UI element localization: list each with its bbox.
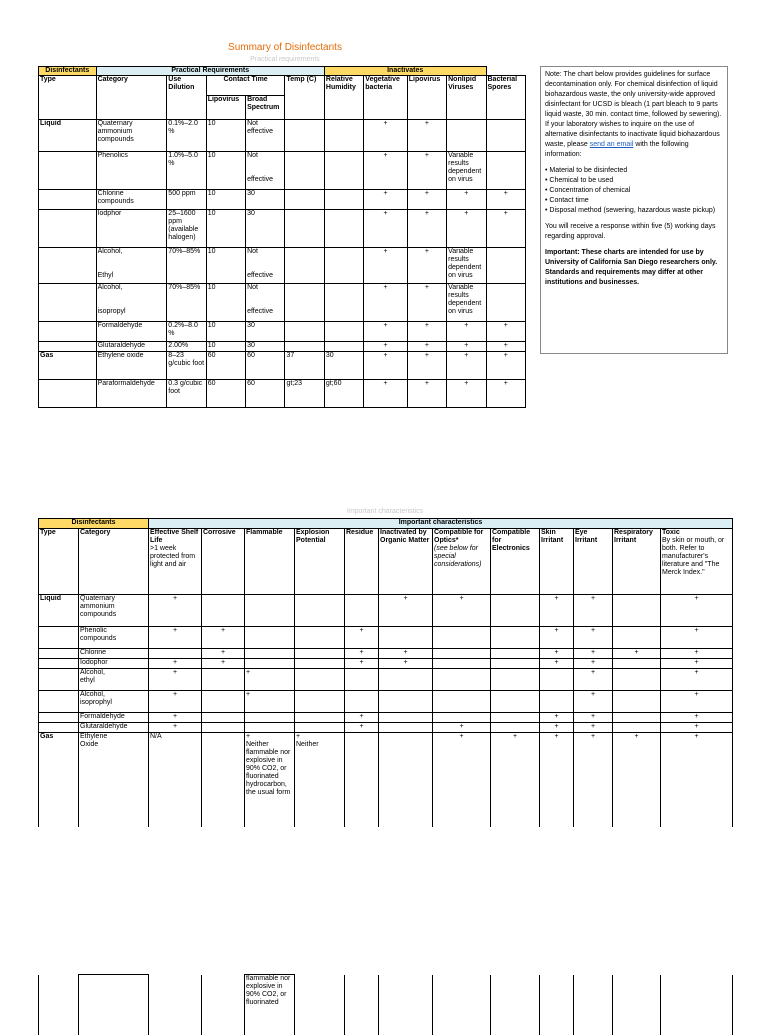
plus-cell: + — [379, 649, 433, 659]
flammable-cell: + Neither flammable nor explosive in 90% CO2, or fluorinated hydrocarbon, the usual form — [245, 733, 295, 827]
table-row — [39, 713, 733, 723]
note-bullet: • Disposal method (sewering, hazardous waste pickup) — [545, 207, 716, 214]
category-cell: Alcohol, isopropyl — [96, 284, 167, 322]
broad-cell: Not effective — [246, 248, 285, 284]
plus-cell: + — [364, 152, 407, 190]
plus-cell: + — [486, 322, 526, 342]
plus-cell: + — [433, 733, 491, 827]
plus-cell: + — [661, 713, 733, 723]
plus-cell: + — [364, 380, 407, 408]
plus-cell: + — [491, 733, 540, 827]
nonlipid-cell: Variable results dependent on virus — [447, 152, 486, 190]
lipovirus-cell: 60 — [206, 352, 245, 380]
broad-cell: 60 — [246, 352, 285, 380]
plus-cell: + — [345, 649, 379, 659]
plus-cell: + — [661, 649, 733, 659]
plus-cell: + — [364, 190, 407, 210]
plus-cell: + — [364, 322, 407, 342]
broad-cell: Not effective — [246, 120, 285, 152]
broad-cell: 30 — [246, 322, 285, 342]
plus-cell: + — [364, 248, 407, 284]
plus-cell: + — [447, 210, 486, 248]
category-cell: Quaternary ammonium compounds — [96, 120, 167, 152]
table-row — [39, 352, 526, 380]
plus-cell: + — [540, 595, 574, 627]
lipovirus-inact-header: Lipovirus — [407, 76, 446, 120]
plus-cell: + — [540, 627, 574, 649]
practical-requirements-table — [38, 66, 526, 408]
humidity-header: Relative Humidity — [324, 76, 363, 120]
plus-cell: + — [613, 649, 661, 659]
plus-cell: + — [149, 659, 202, 669]
plus-cell: + — [540, 713, 574, 723]
plus-cell: + — [149, 669, 202, 691]
dilution-cell: 0.2%–8.0 % — [167, 322, 206, 342]
plus-cell: + — [379, 659, 433, 669]
category-cell: Alcohol, ethyl — [79, 669, 149, 691]
important-characteristics-continuation — [38, 974, 733, 1035]
plus-cell: + — [447, 352, 486, 380]
vegetative-header: Vegetative bacteria — [364, 76, 407, 120]
plus-cell: + — [486, 210, 526, 248]
dilution-cell: 25–1600 ppm (available halogen) — [167, 210, 206, 248]
category-cell: Quaternary ammonium compounds — [79, 595, 149, 627]
broad-cell: Not effective — [246, 284, 285, 322]
shelf-life-header: Effective Shelf Life >1 week protected from light and air — [149, 529, 202, 595]
plus-cell: + — [486, 190, 526, 210]
plus-cell: + — [661, 627, 733, 649]
plus-cell: + — [574, 733, 613, 827]
plus-cell: + — [149, 713, 202, 723]
explosion-header: Explosion Potential — [295, 529, 345, 595]
important-header: Important characteristics — [149, 519, 733, 529]
plus-cell: + — [345, 723, 379, 733]
category-cell: Iodphor — [96, 210, 167, 248]
dilution-cell: 8–23 g/cubic foot — [167, 352, 206, 380]
spores-header: Bacterial Spores — [486, 76, 526, 120]
lipovirus-cell: 60 — [206, 380, 245, 408]
plus-cell: + — [661, 723, 733, 733]
note-response: You will receive a response within five (5) working days regarding approval. — [545, 223, 716, 240]
toxic-header: Toxic By skin or mouth, or both. Refer to manufacturer's literature and "The Merck Index." — [661, 529, 733, 595]
plus-cell: + — [407, 248, 446, 284]
table-row — [39, 659, 733, 669]
dilution-cell: 500 ppm — [167, 190, 206, 210]
practical-header: Practical Requirements — [96, 67, 324, 76]
category-cell: Alcohol, Ethyl — [96, 248, 167, 284]
category-header: Category — [79, 529, 149, 595]
note-bullet: • Concentration of chemical — [545, 187, 631, 194]
lipovirus-cell: 10 — [206, 190, 245, 210]
category-cell: Glutaraldehyde — [96, 342, 167, 352]
plus-cell: + — [149, 723, 202, 733]
plus-cell: + — [661, 659, 733, 669]
category-cell: Glutaraldehyde — [79, 723, 149, 733]
broad-cell: 30 — [246, 342, 285, 352]
electronics-header: Compatible for Electronics — [491, 529, 540, 595]
lipovirus-cell: 10 — [206, 248, 245, 284]
category-cell: Phenolics — [96, 152, 167, 190]
important-characteristics-table — [38, 518, 733, 827]
type-cell: Liquid — [39, 120, 97, 152]
plus-cell: + — [574, 723, 613, 733]
temp-cell: gt;23 — [285, 380, 324, 408]
category-cell: Phenolic compounds — [79, 627, 149, 649]
table-row — [39, 248, 526, 284]
plus-cell: + — [574, 649, 613, 659]
plus-cell: + — [149, 627, 202, 649]
disinfectants-header: Disinfectants — [39, 519, 149, 529]
dilution-cell: 70%–85% — [167, 284, 206, 322]
use-dilution-header: Use Dilution — [167, 76, 206, 120]
broad-spectrum-header: Broad Spectrum — [246, 96, 285, 120]
category-cell: Alcohol, isoprophyl — [79, 691, 149, 713]
explosion-cell: + Neither — [295, 733, 345, 827]
respiratory-header: Respiratory Irritant — [613, 529, 661, 595]
plus-cell: + — [407, 342, 446, 352]
plus-cell: + — [574, 659, 613, 669]
plus-cell: + — [661, 733, 733, 827]
plus-cell: + — [407, 120, 446, 152]
send-email-link[interactable]: send an email — [589, 141, 634, 148]
note-important: Important: These charts are intended for use by University of California San Diego researchers only. Standards and requirements may differ at other institutions and businesses. — [545, 249, 718, 286]
plus-cell: + — [407, 380, 446, 408]
nonlipid-cell: Variable results dependent on virus — [447, 248, 486, 284]
nonlipid-header: Nonlipid Viruses — [447, 76, 486, 120]
plus-cell: + — [447, 322, 486, 342]
plus-cell: + — [661, 595, 733, 627]
plus-cell: + — [486, 380, 526, 408]
plus-cell: + — [245, 669, 295, 691]
plus-cell: + — [574, 713, 613, 723]
flammable-header: Flammable — [245, 529, 295, 595]
category-cell: Formaldehyde — [79, 713, 149, 723]
note-box — [540, 66, 728, 354]
table-row — [39, 190, 526, 210]
lipovirus-cell: 10 — [206, 120, 245, 152]
plus-cell: + — [433, 595, 491, 627]
temp-header: Temp (C) — [285, 76, 324, 120]
category-cell: Chlorine compounds — [96, 190, 167, 210]
table-row — [39, 342, 526, 352]
plus-cell: + — [379, 595, 433, 627]
plus-cell: + — [447, 190, 486, 210]
plus-cell: + — [407, 152, 446, 190]
lipovirus-header: Lipovirus — [206, 96, 245, 120]
table-row — [39, 595, 733, 627]
plus-cell: + — [447, 342, 486, 352]
table-row — [39, 120, 526, 152]
plus-cell: + — [540, 659, 574, 669]
table-row — [39, 691, 733, 713]
category-cell: Iodophor — [79, 659, 149, 669]
plus-cell: + — [574, 595, 613, 627]
plus-cell: + — [574, 669, 613, 691]
plus-cell: + — [345, 713, 379, 723]
plus-cell: + — [202, 659, 245, 669]
table-row — [39, 649, 733, 659]
category-header: Category — [96, 76, 167, 120]
plus-cell: + — [364, 352, 407, 380]
contact-time-header: Contact Time — [206, 76, 285, 96]
category-cell: Chlorine — [79, 649, 149, 659]
plus-cell: + — [149, 691, 202, 713]
table-row — [39, 627, 733, 649]
skin-header: Skin Irritant — [540, 529, 574, 595]
table-row — [39, 669, 733, 691]
category-cell: Formaldehyde — [96, 322, 167, 342]
corrosive-header: Corrosive — [202, 529, 245, 595]
broad-cell: 30 — [246, 210, 285, 248]
humidity-cell: 30 — [324, 352, 363, 380]
type-header: Type — [39, 529, 79, 595]
dilution-cell: 0.1%–2.0 % — [167, 120, 206, 152]
broad-cell: 30 — [246, 190, 285, 210]
plus-cell: + — [407, 284, 446, 322]
plus-cell: + — [364, 120, 407, 152]
table-row — [39, 322, 526, 342]
table-row — [39, 380, 526, 408]
category-cell: Ethylene Oxide — [79, 733, 149, 827]
table-row — [39, 152, 526, 190]
plus-cell: + — [364, 210, 407, 248]
type-header: Type — [39, 76, 97, 120]
type-cell: Gas — [39, 352, 97, 380]
plus-cell: + — [661, 669, 733, 691]
plus-cell: + — [486, 352, 526, 380]
plus-cell: + — [149, 595, 202, 627]
plus-cell: + — [245, 691, 295, 713]
plus-cell: + — [540, 723, 574, 733]
plus-cell: + — [407, 190, 446, 210]
humidity-cell: gt;60 — [324, 380, 363, 408]
inactivates-header: Inactivates — [324, 67, 486, 76]
note-paragraph: Note: The chart below provides guidelines for surface decontamination only. For chemical disinfection of liquid biohazardous waste, the only university-wide approved disinfectant for UCSD is bleach (1 part bleach to 9 parts liquid waste, 30 min. contact time, followed by sewering). If your laboratory wishes to inquire on the use of alternative disinfectants to inactivate liquid biohazardous waste, please send an email with the following information: — [545, 71, 722, 158]
dilution-cell: 0.3 g/cubic foot — [167, 380, 206, 408]
plus-cell: + — [433, 723, 491, 733]
plus-cell: + — [486, 342, 526, 352]
plus-cell: + — [345, 659, 379, 669]
plus-cell: + — [202, 649, 245, 659]
table-row — [39, 723, 733, 733]
plus-cell: + — [661, 691, 733, 713]
table-row — [39, 975, 733, 1035]
plus-cell: + — [447, 380, 486, 408]
plus-cell: + — [407, 352, 446, 380]
eye-header: Eye Irritant — [574, 529, 613, 595]
table-row — [39, 210, 526, 248]
plus-cell: + — [364, 284, 407, 322]
lipovirus-cell: 10 — [206, 210, 245, 248]
table-row — [39, 733, 733, 827]
broad-cell: 60 — [246, 380, 285, 408]
shelf-cell: N/A — [149, 733, 202, 827]
disinfectants-header: Disinfectants — [39, 67, 97, 76]
plus-cell: + — [613, 733, 661, 827]
optics-header: Compatible for Optics* (see below for special considerations) — [433, 529, 491, 595]
flammable-cell: flammable nor explosive in 90% CO2, or fluorinated — [245, 975, 295, 1035]
residue-header: Residue — [345, 529, 379, 595]
plus-cell: + — [407, 210, 446, 248]
dilution-cell: 1.0%–5.0 % — [167, 152, 206, 190]
lipovirus-cell: 10 — [206, 342, 245, 352]
plus-cell: + — [540, 649, 574, 659]
page-title: Summary of Disinfectants — [228, 42, 342, 53]
nonlipid-cell: Variable results dependent on virus — [447, 284, 486, 322]
table2-subtitle: Important characteristics — [346, 508, 424, 515]
plus-cell: + — [574, 627, 613, 649]
category-cell: Paraformaldehyde — [96, 380, 167, 408]
type-cell: Liquid — [39, 595, 79, 627]
plus-cell: + — [202, 627, 245, 649]
lipovirus-cell: 10 — [206, 284, 245, 322]
category-cell: Ethylene oxide — [96, 352, 167, 380]
note-bullet: • Chemical to be used — [545, 177, 614, 184]
plus-cell: + — [345, 627, 379, 649]
plus-cell: + — [574, 691, 613, 713]
type-cell: Gas — [39, 733, 79, 827]
plus-cell: + — [540, 733, 574, 827]
dilution-cell: 2.00% — [167, 342, 206, 352]
temp-cell: 37 — [285, 352, 324, 380]
table1-subtitle: Practical requirements — [250, 56, 320, 63]
dilution-cell: 70%–85% — [167, 248, 206, 284]
lipovirus-cell: 10 — [206, 322, 245, 342]
plus-cell: + — [407, 322, 446, 342]
note-bullet: • Material to be disinfected — [545, 167, 628, 174]
inactivated-header: Inactivated by Organic Matter — [379, 529, 433, 595]
table-row — [39, 284, 526, 322]
note-bullet: • Contact time — [545, 197, 589, 204]
broad-cell: Not effective — [246, 152, 285, 190]
lipovirus-cell: 10 — [206, 152, 245, 190]
plus-cell: + — [364, 342, 407, 352]
